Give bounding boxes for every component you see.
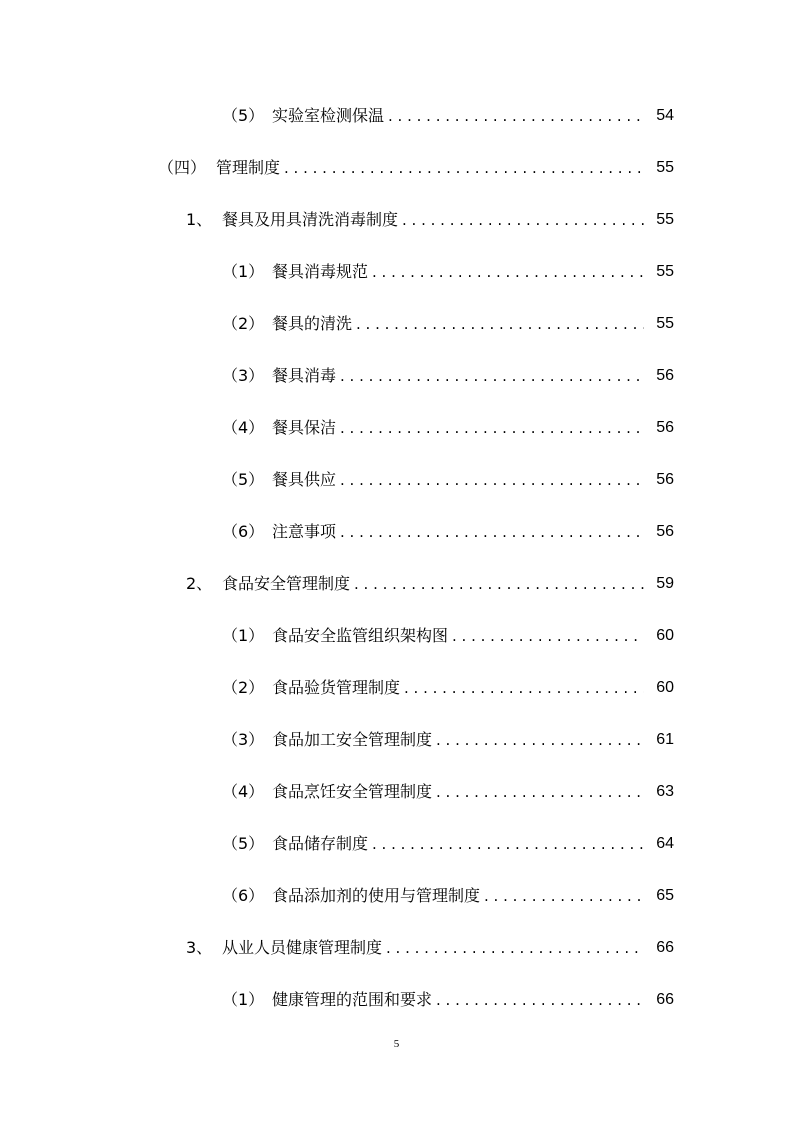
toc-entry-page: 55 bbox=[656, 263, 674, 280]
toc-entry[interactable] bbox=[222, 364, 674, 388]
toc-entry-title: 食品储存制度 bbox=[272, 834, 369, 853]
toc-leader-dots bbox=[436, 780, 644, 804]
toc-entry-page: 66 bbox=[656, 939, 674, 956]
toc-entry-number: 2、 bbox=[186, 574, 213, 593]
toc-entry-title: 健康管理的范围和要求 bbox=[272, 990, 433, 1009]
toc-leader-dots bbox=[388, 104, 644, 128]
toc-leader-dots bbox=[372, 832, 644, 856]
toc-entry-page: 60 bbox=[656, 627, 674, 644]
toc-entry-page: 66 bbox=[656, 991, 674, 1008]
toc-entry[interactable] bbox=[222, 832, 674, 856]
toc-entry-page: 56 bbox=[656, 367, 674, 384]
toc-leader-dots bbox=[340, 416, 644, 440]
toc-leader-dots bbox=[484, 884, 644, 908]
toc-entry-number: （3） bbox=[222, 366, 265, 385]
toc-entry[interactable] bbox=[158, 156, 674, 180]
toc-leader-dots bbox=[354, 572, 644, 596]
toc-entry[interactable] bbox=[222, 520, 674, 544]
toc-leader-dots bbox=[436, 988, 644, 1012]
toc-entry[interactable] bbox=[186, 572, 674, 596]
toc-entry[interactable] bbox=[222, 884, 674, 908]
toc-entry-title: 食品安全监管组织架构图 bbox=[272, 626, 449, 645]
page-number: 5 bbox=[393, 1038, 400, 1050]
toc-entry-number: （4） bbox=[222, 782, 265, 801]
toc-entry[interactable] bbox=[222, 676, 674, 700]
toc-entry[interactable] bbox=[186, 208, 674, 232]
toc-entry-page: 61 bbox=[656, 731, 674, 748]
toc-entry-page: 60 bbox=[656, 679, 674, 696]
toc-entry-title: 注意事项 bbox=[272, 522, 337, 541]
toc-entry-number: 3、 bbox=[186, 938, 213, 957]
toc-entry-number: 1、 bbox=[186, 210, 213, 229]
toc-entry[interactable] bbox=[222, 728, 674, 752]
toc-entry[interactable] bbox=[222, 260, 674, 284]
toc-entry-title: 餐具及用具清洗消毒制度 bbox=[222, 210, 399, 229]
toc-entry-number: （1） bbox=[222, 626, 265, 645]
toc-entry-title: 食品添加剂的使用与管理制度 bbox=[272, 886, 481, 905]
toc-entry-number: （1） bbox=[222, 262, 265, 281]
toc-entry-title: 食品验货管理制度 bbox=[272, 678, 401, 697]
toc-leader-dots bbox=[340, 520, 644, 544]
toc-entry-title: 餐具供应 bbox=[272, 470, 337, 489]
toc-entry-number: （5） bbox=[222, 834, 265, 853]
toc-entry-page: 63 bbox=[656, 783, 674, 800]
toc-entry-title: 管理制度 bbox=[216, 158, 281, 177]
toc-entry-number: （5） bbox=[222, 106, 265, 125]
toc-leader-dots bbox=[372, 260, 644, 284]
toc-entry-page: 56 bbox=[656, 419, 674, 436]
toc-entry-title: 食品烹饪安全管理制度 bbox=[272, 782, 433, 801]
toc-entry-number: （1） bbox=[222, 990, 265, 1009]
toc-entry-page: 64 bbox=[656, 835, 674, 852]
toc-entry[interactable] bbox=[222, 780, 674, 804]
toc-leader-dots bbox=[402, 208, 644, 232]
toc-leader-dots bbox=[340, 468, 644, 492]
toc-entry-title: 实验室检测保温 bbox=[272, 106, 385, 125]
toc-entry-page: 54 bbox=[656, 107, 674, 124]
toc-leader-dots bbox=[340, 364, 644, 388]
toc-entry-page: 55 bbox=[656, 159, 674, 176]
toc-leader-dots bbox=[404, 676, 644, 700]
toc-entry[interactable] bbox=[222, 104, 674, 128]
toc-entry-number: （5） bbox=[222, 470, 265, 489]
toc-entry[interactable] bbox=[222, 468, 674, 492]
toc-entry-number: （3） bbox=[222, 730, 265, 749]
toc-leader-dots bbox=[284, 156, 644, 180]
toc-entry-page: 65 bbox=[656, 887, 674, 904]
toc-leader-dots bbox=[356, 312, 644, 336]
toc-entry[interactable] bbox=[186, 936, 674, 960]
toc-entry-title: 餐具的清洗 bbox=[272, 314, 353, 333]
toc-leader-dots bbox=[436, 728, 644, 752]
toc-entry-page: 56 bbox=[656, 471, 674, 488]
toc-entry-title: 餐具消毒规范 bbox=[272, 262, 369, 281]
toc-entry-page: 59 bbox=[656, 575, 674, 592]
toc-leader-dots bbox=[386, 936, 644, 960]
toc-entry-page: 56 bbox=[656, 523, 674, 540]
toc-entry-page: 55 bbox=[656, 211, 674, 228]
toc-leader-dots bbox=[452, 624, 644, 648]
toc-entry[interactable] bbox=[222, 988, 674, 1012]
toc-entry-page: 55 bbox=[656, 315, 674, 332]
toc-entry-title: 餐具消毒 bbox=[272, 366, 337, 385]
toc-entry-number: （四） bbox=[158, 158, 207, 177]
toc-entry[interactable] bbox=[222, 624, 674, 648]
toc-entry-number: （6） bbox=[222, 522, 265, 541]
toc-entry-title: 从业人员健康管理制度 bbox=[222, 938, 383, 957]
toc-entry-title: 餐具保洁 bbox=[272, 418, 337, 437]
toc-entry-number: （4） bbox=[222, 418, 265, 437]
toc-entry[interactable] bbox=[222, 416, 674, 440]
toc-entry[interactable] bbox=[222, 312, 674, 336]
toc-entry-number: （2） bbox=[222, 678, 265, 697]
toc-entry-number: （2） bbox=[222, 314, 265, 333]
toc-entry-title: 食品安全管理制度 bbox=[222, 574, 351, 593]
toc-entry-number: （6） bbox=[222, 886, 265, 905]
toc-entry-title: 食品加工安全管理制度 bbox=[272, 730, 433, 749]
